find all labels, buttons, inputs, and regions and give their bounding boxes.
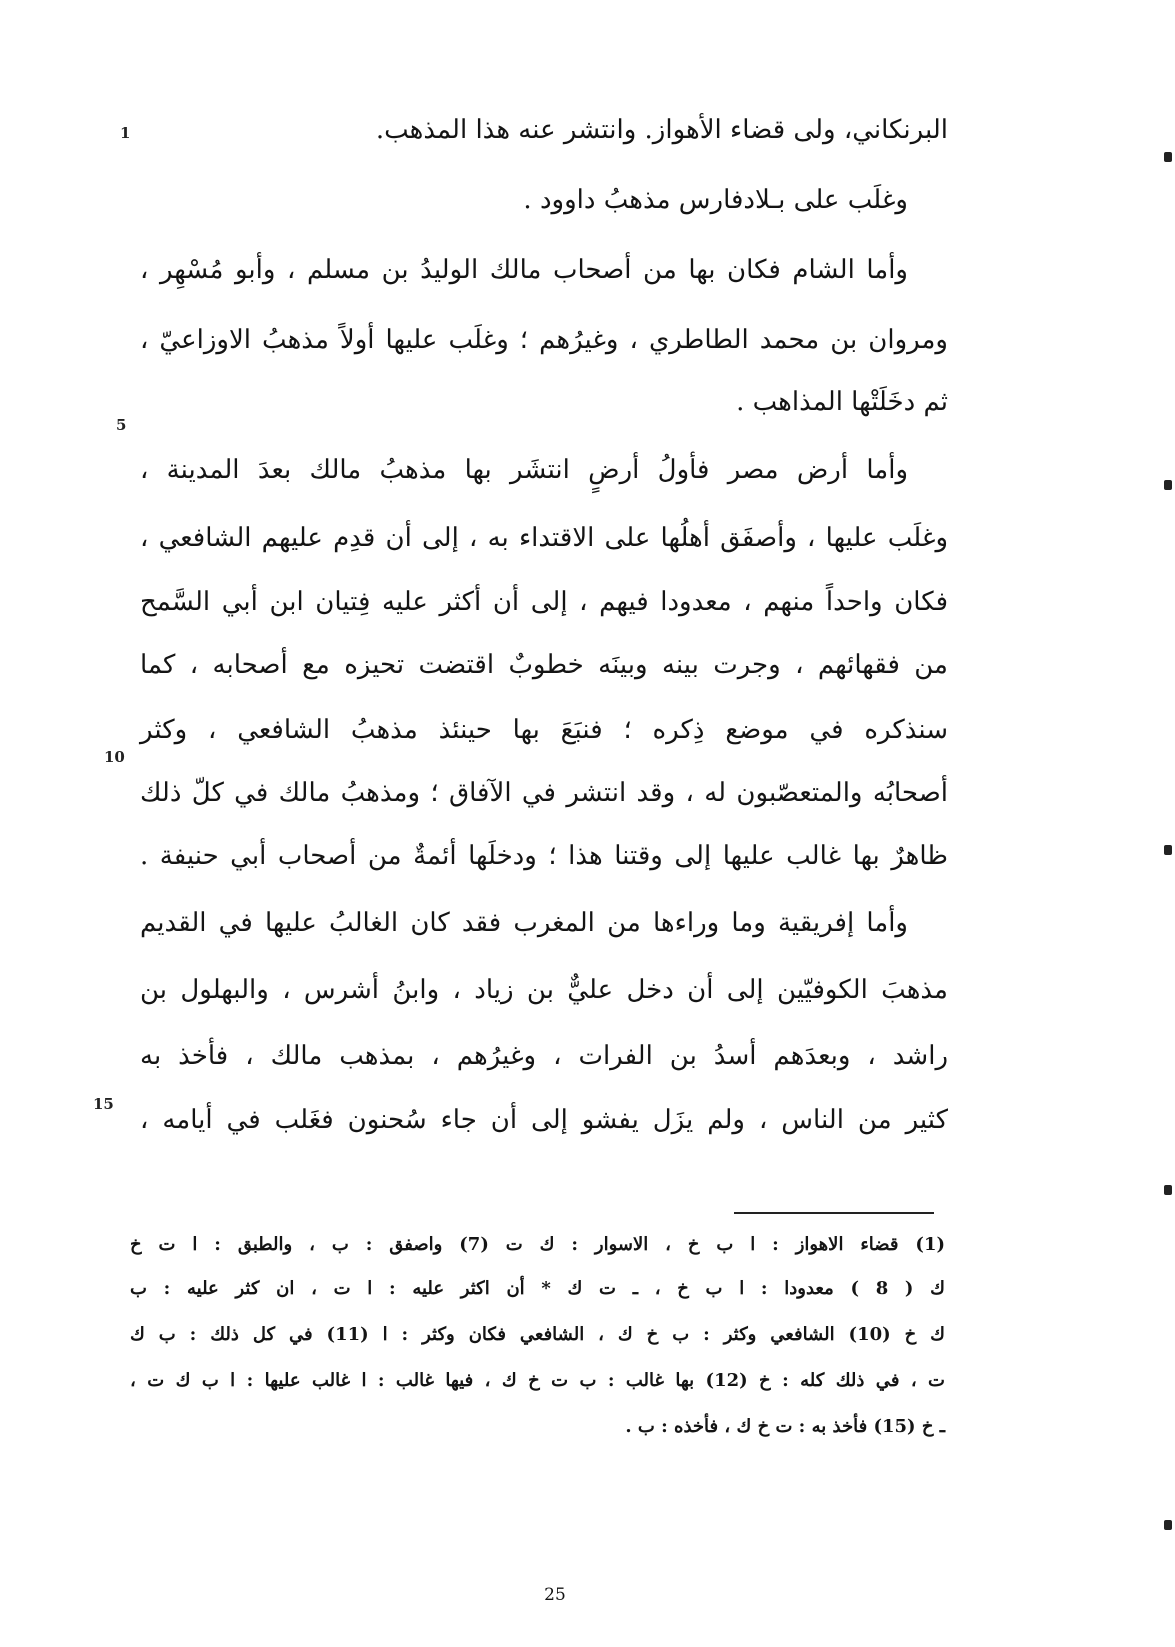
margin-mark (1164, 480, 1172, 490)
footnote-line: (1) قضاء الاهواز : ا ب خ ، الاسوار : ك ت (7) واصفق : ب ، والطبق : ا ت خ (130, 1234, 945, 1255)
line-number: 1 (120, 124, 131, 142)
text-line: سنذكره في موضع ذِكره ؛ فنبَعَ بها حينئذ مذهبُ الشافعي ، وكثر (140, 715, 948, 745)
text-line: وغلَب عليها ، وأصفَق أهلُها على الاقتداء به ، إلى أن قدِم عليهم الشافعي ، (140, 523, 948, 553)
line-number: 5 (116, 416, 127, 434)
footnote-line: ك خ (10) الشافعي وكثر : ب خ ك ، الشافعي فكان وكثر : ا (11) في كل ذلك : ب ك (130, 1324, 945, 1345)
margin-mark (1164, 152, 1172, 162)
text-line: من فقهائهم ، وجرت بينه وبينَه خطوبٌ اقتضت تحيزه مع أصحابه ، كما (140, 650, 948, 680)
text-line: أصحابُه والمتعصّبون له ، وقد انتشر في الآفاق ؛ ومذهبُ مالك في كلّ ذلك (140, 778, 948, 808)
line-number: 15 (93, 1095, 114, 1113)
text-line: فكان واحداً منهم ، معدودا فيهم ، إلى أن أكثر عليه فِتيان ابن أبي السَّمح (140, 587, 948, 617)
page-number: 25 (544, 1585, 566, 1605)
text-line: وغلَب على بـلادفارس مذهبُ داوود . (523, 185, 908, 215)
text-line: مذهبَ الكوفيّين إلى أن دخل عليٌّ بن زياد ، وابنُ أشرس ، والبهلول بن (140, 975, 948, 1005)
text-line: راشد ، وبعدَهم أسدُ بن الفرات ، وغيرُهم ، بمذهب مالك ، فأخذ به (140, 1041, 948, 1071)
text-line: البرنكاني، ولى قضاء الأهواز. وانتشر عنه هذا المذهب. (375, 115, 948, 145)
footnote-line: ك ( 8 ) معدودا : ا ب خ ، ـ ت ك * أن اكثر عليه : ا ت ، ان كثر عليه : ب (130, 1278, 945, 1299)
line-number: 10 (104, 748, 125, 766)
text-line: وأما الشام فكان بها من أصحاب مالك الوليدُ بن مسلم ، وأبو مُسْهِر ، (140, 255, 908, 285)
text-line: وأما إفريقية وما وراءها من المغرب فقد كان الغالبُ عليها في القديم (140, 908, 908, 938)
margin-mark (1164, 1185, 1172, 1195)
margin-mark (1164, 1520, 1172, 1530)
footnote-line: ت ، في ذلك كله : خ (12) بها غالب : ب ت خ ك ، فيها غالب : ا غالب عليها : ا ب ك ت ، (130, 1370, 945, 1391)
footnote-separator (734, 1212, 934, 1214)
footnote-line: ـ خ (15) فأخذ به : ت خ ك ، فأخذه : ب . (625, 1416, 945, 1437)
text-line: ظاهرٌ بها غالب عليها إلى وقتنا هذا ؛ ودخلَها أئمةٌ من أصحاب أبي حنيفة . (140, 841, 948, 871)
text-line: ثم دخَلَتْها المذاهب . (736, 387, 948, 417)
text-line: وأما أرض مصر فأولُ أرضٍ انتشَر بها مذهبُ مالك بعدَ المدينة ، (140, 455, 908, 485)
text-line: كثير من الناس ، ولم يزَل يفشو إلى أن جاء سُحنون فغَلب في أيامه ، (140, 1105, 948, 1135)
text-line: ومروان بن محمد الطاطري ، وغيرُهم ؛ وغلَب عليها أولاً مذهبُ الاوزاعيّ ، (140, 325, 948, 355)
margin-mark (1164, 845, 1172, 855)
